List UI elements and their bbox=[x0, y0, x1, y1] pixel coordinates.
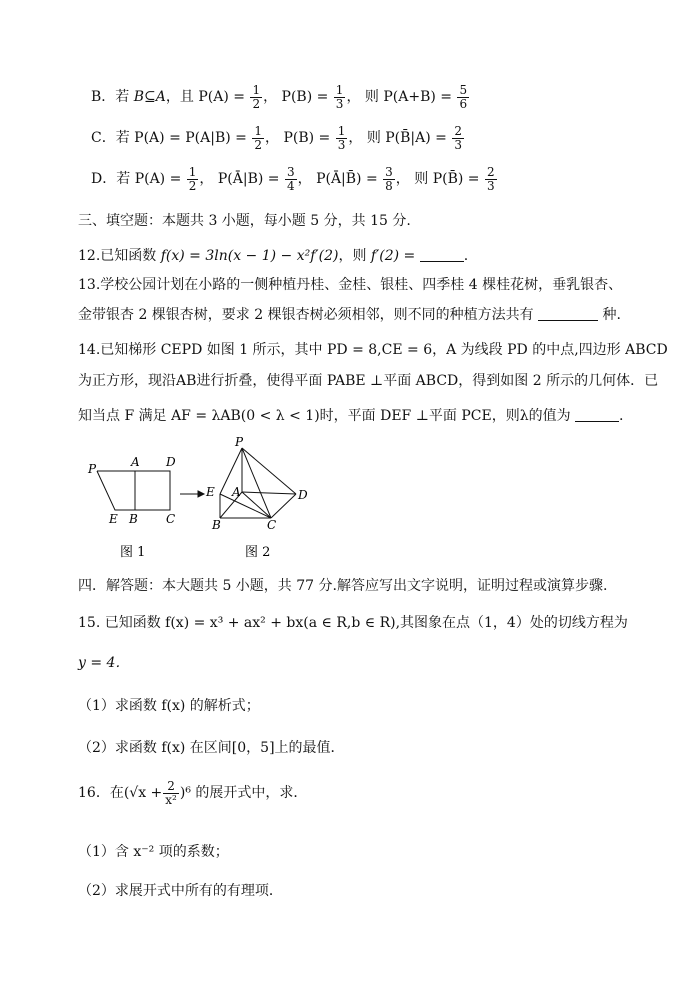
question-14-line3 bbox=[78, 405, 623, 425]
option-c-pa: P(A) = P(A|B) = bbox=[134, 130, 247, 147]
fig2-label-b: B bbox=[212, 518, 221, 532]
fraction: $\frac{1}{2}$ bbox=[252, 83, 261, 111]
fig1-label-c: C bbox=[166, 512, 176, 526]
fig2-label-a: A bbox=[232, 485, 241, 499]
option-d-pabbar: P(Ā|B̄) = bbox=[316, 171, 378, 188]
question-13-line2 bbox=[78, 304, 621, 324]
arrow-icon bbox=[180, 491, 204, 497]
q12-ask: ，则 bbox=[338, 248, 367, 264]
q14-end: . bbox=[619, 408, 624, 424]
q13-end: 种. bbox=[602, 307, 621, 323]
q16-pre: 16．在(√x + bbox=[78, 785, 163, 802]
then-word: 则 bbox=[366, 130, 381, 147]
q12-target: f′(2) = bbox=[370, 248, 416, 264]
question-14-line2: 为正方形，现沿AB进行折叠，使得平面 PABE ⊥平面 ABCD，得到如图 2 所示的几何体．已 bbox=[78, 373, 659, 389]
fig1-label-a: A bbox=[131, 455, 140, 469]
option-c-pba: P(B̄|A) = bbox=[385, 130, 447, 147]
fraction: $\frac{1}{2}$ bbox=[188, 165, 197, 193]
question-15-part2: （2）求函数 f(x) 在区间[0，5]上的最值． bbox=[78, 740, 345, 756]
then-word: 则 bbox=[364, 89, 379, 106]
fraction: $\frac{2}{\text{x²}}$ bbox=[165, 779, 177, 807]
option-d-pa: P(A) = bbox=[134, 171, 182, 188]
question-16 bbox=[78, 780, 307, 806]
section-3-heading: 三、填空题：本题共 3 小题，每小题 5 分，共 15 分. bbox=[78, 213, 411, 229]
fraction: $\frac{1}{3}$ bbox=[335, 83, 344, 111]
q12-end: . bbox=[463, 248, 469, 264]
question-16-part2: （2）求展开式中所有的有理项． bbox=[78, 883, 283, 899]
question-13-line1: 13.学校公园计划在小路的一侧种植丹桂、金桂、银桂、四季桂 4 棵桂花树，垂乳银杏、 bbox=[78, 277, 623, 293]
option-b-pa: P(A) = bbox=[198, 89, 245, 106]
q12-expression: f(x) = 3ln(x − 1) − x²f′(2) bbox=[160, 248, 339, 264]
question-16-part1: （1）含 x⁻² 项的系数； bbox=[78, 844, 229, 860]
option-b-condition: B⊆A bbox=[133, 89, 166, 106]
fig1-label-d: D bbox=[166, 455, 176, 469]
fraction: $\frac{3}{4}$ bbox=[286, 165, 295, 193]
section-4-heading: 四．解答题：本大题共 5 小题，共 77 分.解答应写出文字说明，证明过程或演算步骤. bbox=[78, 578, 608, 594]
answer-blank bbox=[420, 247, 464, 262]
fraction: $\frac{3}{8}$ bbox=[385, 165, 393, 193]
option-c-pb: P(B) = bbox=[283, 130, 331, 147]
q14-text: 知当点 F 满足 AF = λAB(0 < λ < 1)时，平面 DEF ⊥平面 PCE，则λ的值为 bbox=[78, 408, 571, 424]
question-15-line2: y = 4． bbox=[78, 655, 130, 671]
fig1-label-e: E bbox=[109, 512, 118, 526]
option-c-label: C．若 bbox=[91, 130, 130, 147]
fig2-label-p: P bbox=[235, 436, 244, 449]
option-c: C．若 P(A) = P(A|B) = $\frac{1}{2}$ ， P(B) = $\frac{1}{3}$ ， 则 P(B̄|A) = $\frac{2}{3}$ bbox=[91, 124, 462, 152]
fraction: $\frac{1}{2}$ bbox=[254, 124, 262, 152]
option-d: D．若 P(A) = $\frac{1}{2}$ ， P(Ā|B) = $\frac{3}{4}$ ， P(Ā|B̄) = $\frac{3}{8}$ ， 则 P(B̄) = $\frac{2}{3}$ bbox=[91, 165, 495, 193]
question-15-line1: 15. 已知函数 f(x) = x³ + ax² + bx(a ∈ R,b ∈ R),其图象在点（1，4）处的切线方程为 bbox=[78, 615, 628, 631]
fraction: $\frac{5}{6}$ bbox=[459, 83, 468, 111]
fig2-label-d: D bbox=[298, 488, 308, 502]
fig2-label-c: C bbox=[267, 518, 277, 532]
q16-post: )⁶ 的展开式中，求． bbox=[179, 785, 308, 802]
figure-1-trapezoid bbox=[97, 471, 170, 510]
fraction: $\frac{2}{3}$ bbox=[454, 124, 462, 152]
fig1-label-p: P bbox=[88, 462, 97, 476]
figure-2 bbox=[220, 448, 296, 518]
fig1-label-b: B bbox=[129, 512, 138, 526]
then-word: 则 bbox=[414, 171, 429, 188]
question-12 bbox=[78, 245, 468, 265]
option-b-pab: P(A+B) = bbox=[383, 89, 452, 106]
q13-text: 金带银杏 2 棵银杏树，要求 2 棵银杏树必须相邻，则不同的种植方法共有 bbox=[78, 307, 534, 323]
option-d-pab: P(Ā|B) = bbox=[217, 171, 280, 188]
option-d-label: D．若 bbox=[91, 171, 131, 188]
option-b: B．若 B⊆A，且 P(A) = $\frac{1}{2}$ ， P(B) = $\frac{1}{3}$ ， 则 P(A+B) = $\frac{5}{6}$ bbox=[91, 83, 468, 111]
question-14-line1: 14.已知梯形 CEPD 如图 1 所示，其中 PD = 8,CE = 6，A 为线段 PD 的中点,四边形 ABCD bbox=[78, 342, 668, 358]
fraction: $\frac{1}{3}$ bbox=[337, 124, 346, 152]
figures bbox=[80, 436, 340, 566]
figure-2-caption: 图 2 bbox=[245, 545, 271, 560]
figure-1 bbox=[97, 471, 170, 510]
answer-blank bbox=[538, 306, 598, 321]
fraction: $\frac{2}{3}$ bbox=[486, 165, 495, 193]
option-b-pb: P(B) = bbox=[281, 89, 329, 106]
fig2-label-e: E bbox=[206, 485, 215, 499]
option-d-pbbar: P(B̄) = bbox=[432, 171, 480, 188]
answer-blank bbox=[575, 407, 619, 422]
figure-1-caption: 图 1 bbox=[120, 545, 146, 560]
question-15-part1: （1）求函数 f(x) 的解析式； bbox=[78, 698, 260, 714]
option-b-label: B．若 bbox=[91, 89, 130, 106]
q12-text: 12.已知函数 bbox=[78, 248, 157, 264]
